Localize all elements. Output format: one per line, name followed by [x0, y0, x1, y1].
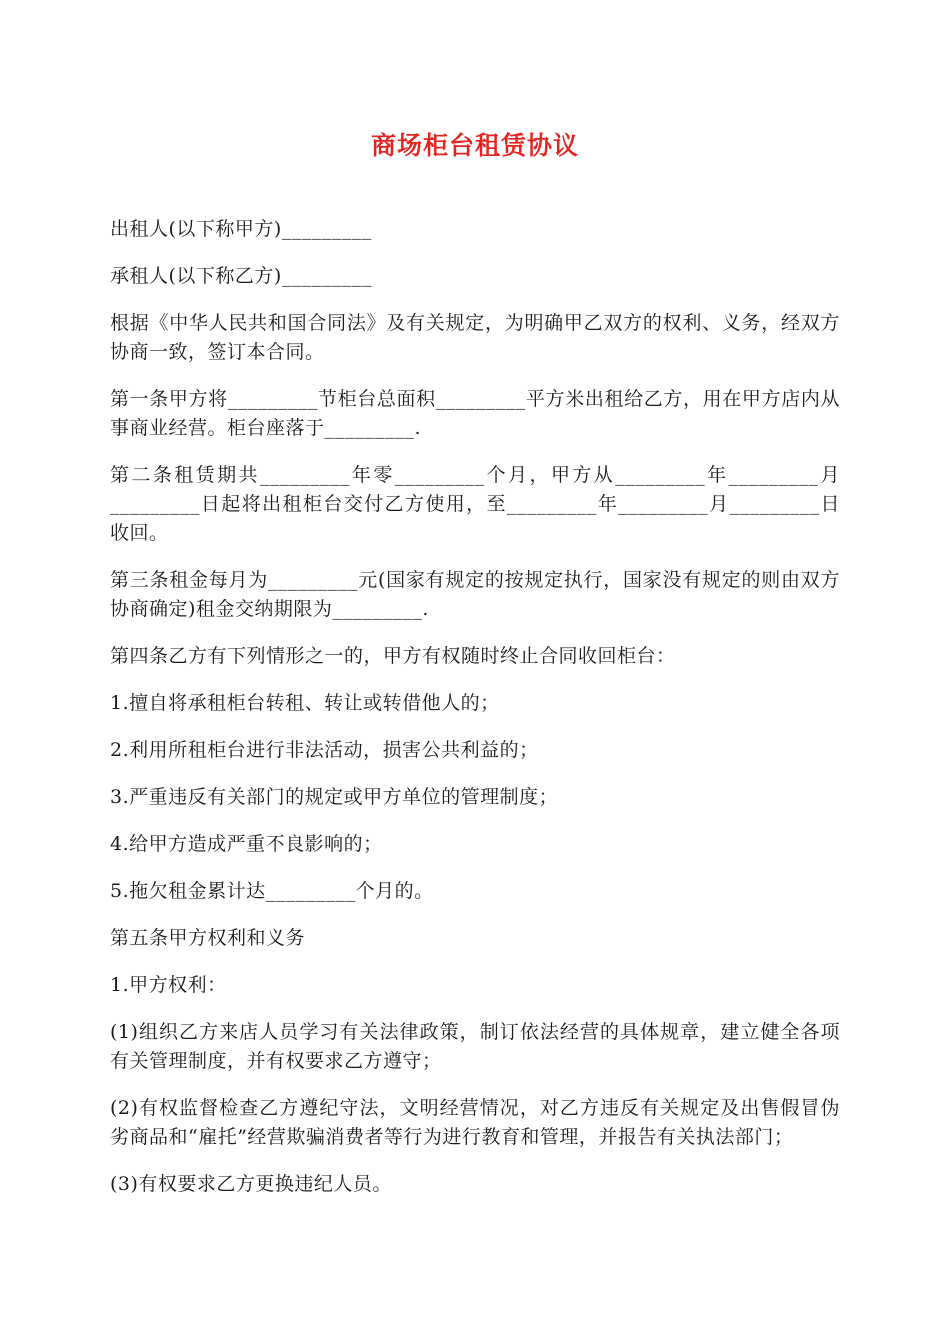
paragraph-lessee: 承租人(以下称乙方)_________ — [110, 265, 372, 287]
paragraph-article-5-right-3: (3)有权要求乙方更换违纪人员。 — [110, 1173, 392, 1195]
paragraph-lessor: 出租人(以下称甲方)_________ — [110, 218, 372, 240]
paragraph-article-4-item-4: 4.给甲方造成严重不良影响的； — [110, 833, 383, 855]
paragraph-article-4-item-1: 1.擅自将承租柜台转租、转让或转借他人的； — [110, 692, 500, 714]
paragraph-article-4: 第四条乙方有下列情形之一的，甲方有权随时终止合同收回柜台： — [110, 645, 676, 667]
paragraph-article-1: 第一条甲方将_________节柜台总面积_________平方米出租给乙方，用在甲方店内从事商业经营。柜台座落于_________. — [110, 388, 840, 439]
paragraph-article-2: 第二条租赁期共_________年零_________个月，甲方从_________年_________月_________日起将出租柜台交付乙方使用，至_________年_________月_________日收回。 — [110, 464, 840, 544]
paragraph-article-4-item-3: 3.严重违反有关部门的规定或甲方单位的管理制度； — [110, 786, 559, 808]
paragraph-article-3: 第三条租金每月为_________元(国家有规定的按规定执行，国家没有规定的则由双方协商确定)租金交纳期限为_________. — [110, 569, 840, 620]
document-title: 商场柜台租赁协议 — [370, 131, 579, 160]
document-body — [110, 215, 840, 1217]
paragraph-preamble: 根据《中华人民共和国合同法》及有关规定，为明确甲乙双方的权利、义务，经双方协商一致，签订本合同。 — [110, 312, 840, 363]
paragraph-article-5: 第五条甲方权利和义务 — [110, 927, 306, 949]
paragraph-article-5-right-1: (1)组织乙方来店人员学习有关法律政策，制订依法经营的具体规章，建立健全各项有关管理制度，并有权要求乙方遵守； — [110, 1021, 840, 1072]
paragraph-article-5-right-2: (2)有权监督检查乙方遵纪守法，文明经营情况，对乙方违反有关规定及出售假冒伪劣商品和“雇托”经营欺骗消费者等行为进行教育和管理，并报告有关执法部门； — [110, 1097, 840, 1148]
paragraph-article-4-item-5: 5.拖欠租金累计达_________个月的。 — [110, 880, 434, 902]
paragraph-article-5-rights: 1.甲方权利： — [110, 974, 227, 996]
paragraph-article-4-item-2: 2.利用所租柜台进行非法活动，损害公共利益的； — [110, 739, 539, 761]
